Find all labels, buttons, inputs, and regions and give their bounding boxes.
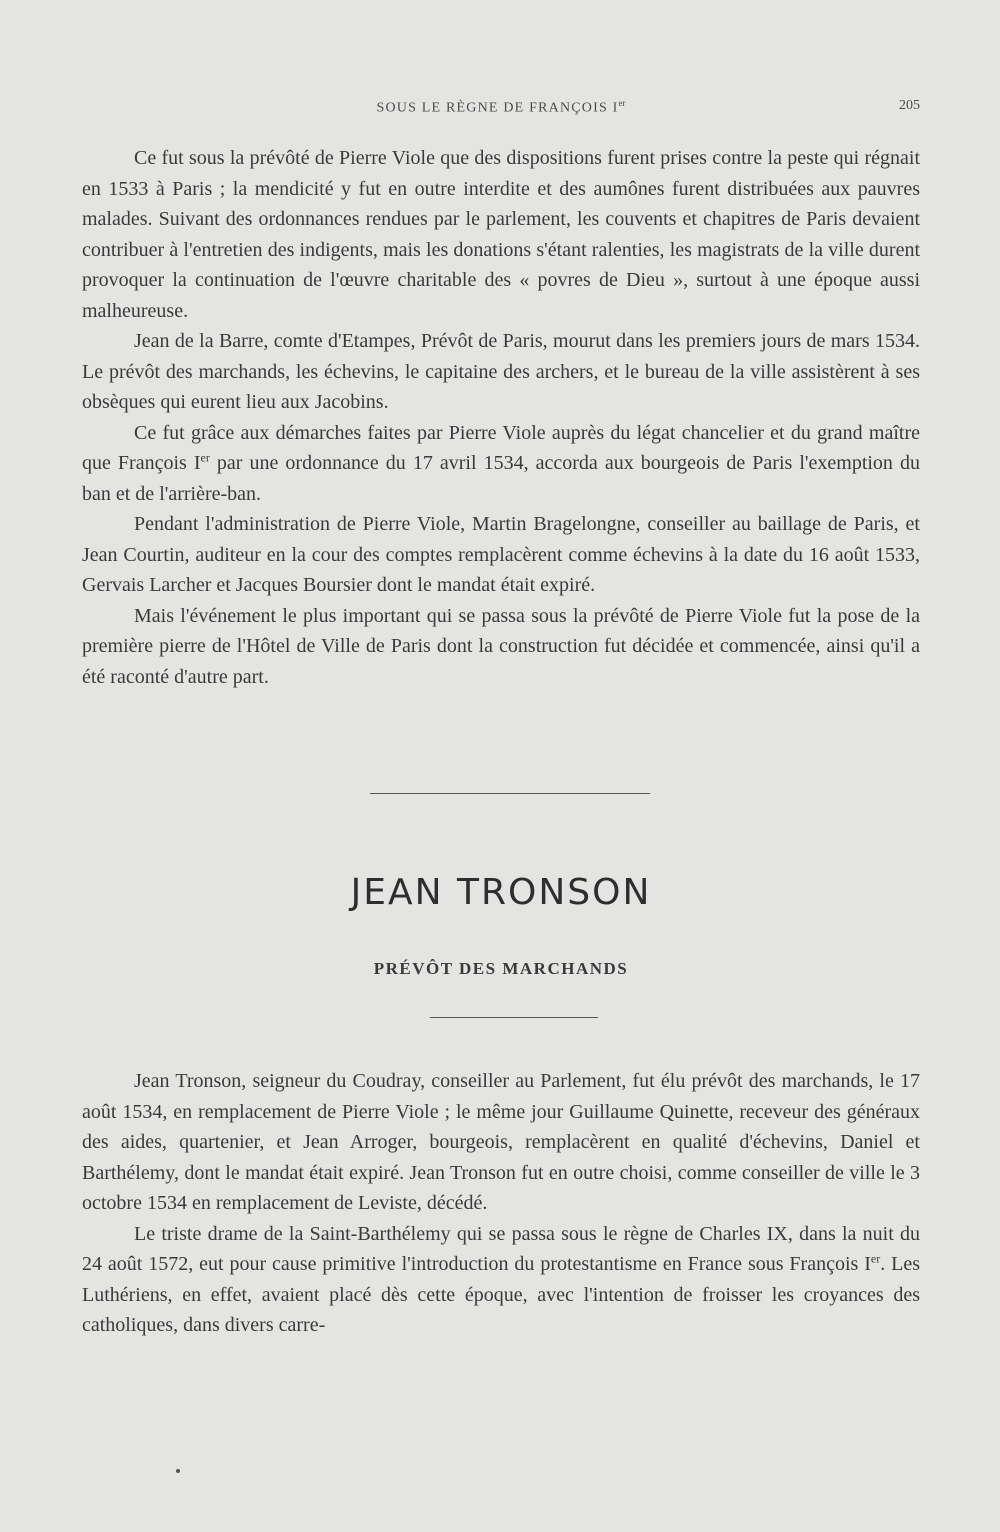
paragraph-3-part-1: Ce fut grâce aux démarches faites par Pierre Viole auprès du légat chancelier et du grand maître que François I	[82, 421, 920, 474]
paragraph-3-part-2: par une ordonnance du 17 avril 1534, accorda aux bourgeois de Paris l'exemption du ban et de l'arrière-ban.	[82, 452, 920, 505]
chapter-title: JEAN TRONSON	[350, 872, 652, 913]
text-block-tronson	[82, 1066, 920, 1341]
running-title	[82, 98, 920, 117]
page-number: 205	[899, 98, 920, 113]
ink-speck	[176, 1469, 180, 1473]
tronson-paragraph-2	[82, 1219, 920, 1341]
section-divider	[370, 793, 650, 794]
paragraph-3-superscript: er	[200, 450, 210, 465]
paragraph-3	[82, 418, 920, 510]
tronson-paragraph-2-part-1: Le triste drame de la Saint-Barthélemy qui se passa sous le règne de Charles IX, dans la nuit du 24 août 1572, eut pour cause primitive l'introduction du protestantisme en France sous François I	[82, 1222, 920, 1275]
running-title-text: SOUS LE RÈGNE DE FRANÇOIS I	[376, 100, 619, 116]
tronson-paragraph-2-part-2: . Les Luthériens, en effet, avaient placé dès cette époque, avec l'intention de froisser les croyances des catholiques, dans divers carre-	[82, 1253, 920, 1336]
chapter-subtitle: PRÉVÔT DES MARCHANDS	[373, 959, 629, 978]
title-divider	[430, 1017, 598, 1018]
running-head	[82, 98, 920, 122]
paragraph-1: Ce fut sous la prévôté de Pierre Viole que des dispositions furent prises contre la peste qui régnait en 1533 à Paris ; la mendicité y fut en outre interdite et des aumônes furent distribuées aux pauvres malades. Suivant des ordonnances rendues par le parlement, les couvents et chapitres de Paris devaient contribuer à l'entretien des indigents, mais les donations s'étant ralenties, les magistrats de la ville durent provoquer la continuation de l'œuvre charitable des « povres de Dieu », surtout à une époque aussi malheureuse.	[82, 147, 920, 322]
paragraph-4: Pendant l'administration de Pierre Viole, Martin Bragelongne, conseiller au baillage de Paris, et Jean Courtin, auditeur en la cour des comptes remplacèrent comme échevins à la date du 16 août 1533, Gervais Larcher et Jacques Boursier dont le mandat était expiré.	[82, 513, 920, 596]
tronson-paragraph-1: Jean Tronson, seigneur du Coudray, conseiller au Parlement, fut élu prévôt des marchands, le 17 août 1534, en remplacement de Pierre Viole ; le même jour Guillaume Quinette, receveur des généraux des aides, quartenier, et Jean Arroger, bourgeois, remplacèrent en qualité d'échevins, Daniel et Barthélemy, dont le mandat était expiré. Jean Tronson fut en outre choisi, comme conseiller de ville le 3 octobre 1534 en remplacement de Leviste, décédé.	[82, 1070, 920, 1214]
text-block-viole	[82, 143, 920, 692]
paragraph-5: Mais l'événement le plus important qui se passa sous la prévôté de Pierre Viole fut la pose de la première pierre de l'Hôtel de Ville de Paris dont la construction fut décidée et commencée, ainsi qu'il a été raconté d'autre part.	[82, 604, 920, 688]
running-title-superscript: er	[618, 98, 626, 108]
tronson-paragraph-2-superscript: er	[870, 1251, 881, 1266]
paragraph-2: Jean de la Barre, comte d'Etampes, Prévôt de Paris, mourut dans les premiers jours de mars 1534. Le prévôt des marchands, les échevins, le capitaine des archers, et le bureau de la ville assistèrent à ses obsèques qui eurent lieu aux Jacobins.	[82, 330, 920, 413]
